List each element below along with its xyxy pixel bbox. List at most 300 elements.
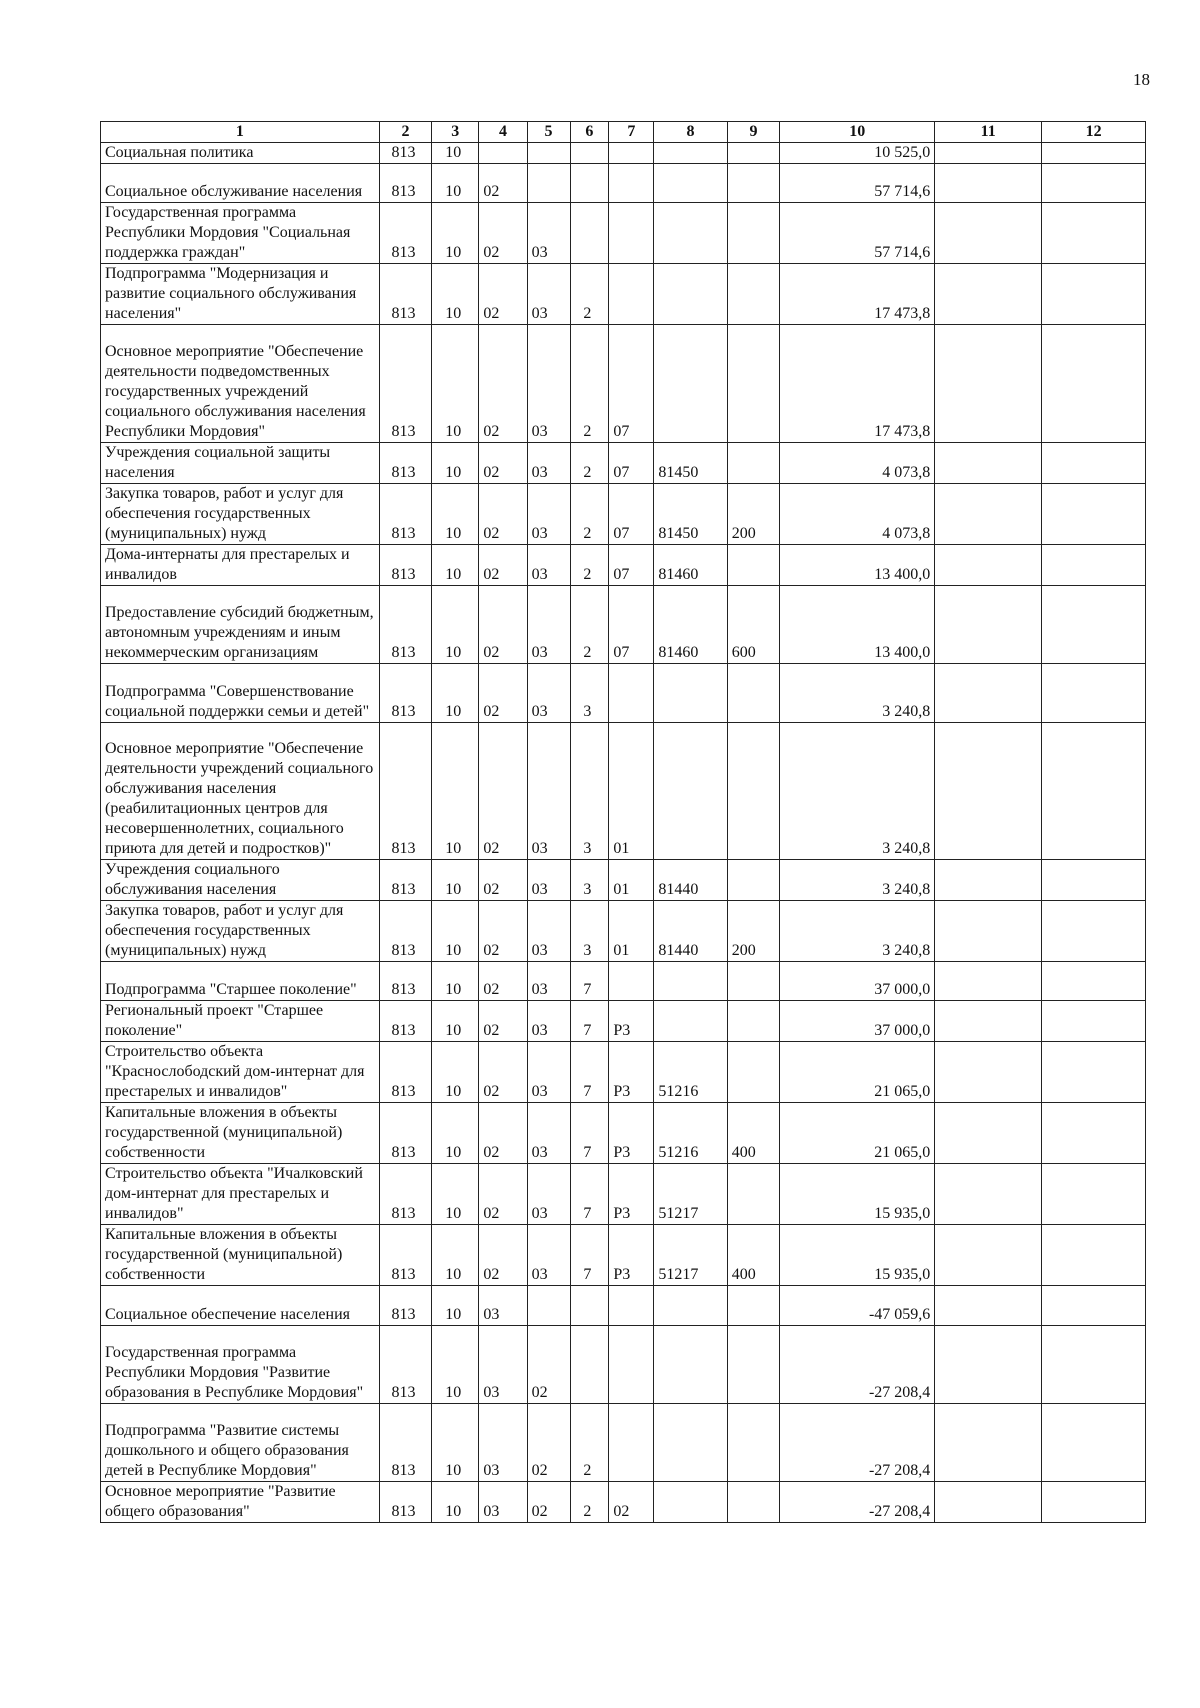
- code-cell-col11: [935, 664, 1042, 723]
- code-cell-col7: 01: [609, 860, 654, 901]
- table-row: [101, 1103, 1146, 1164]
- amount-cell: 13 400,0: [780, 585, 935, 663]
- code-cell-col9: [727, 1164, 779, 1225]
- code-cell-col12: [1042, 325, 1146, 443]
- code-cell-col2: 813: [379, 203, 431, 264]
- code-cell-col6: [570, 203, 609, 264]
- code-cell-col11: [935, 860, 1042, 901]
- code-cell-col12: [1042, 1164, 1146, 1225]
- code-cell-col6: 2: [570, 585, 609, 663]
- code-cell-col8: [654, 1403, 727, 1481]
- table-row: [101, 1482, 1146, 1523]
- amount-cell: 4 073,8: [780, 442, 935, 483]
- code-cell-col2: 813: [379, 1103, 431, 1164]
- code-cell-col8: [654, 1482, 727, 1523]
- code-cell-col7: P3: [609, 1225, 654, 1286]
- row-name-cell: Подпрограмма "Развитие системы дошкольного и общего образования детей в Республике Мордовия": [101, 1403, 380, 1481]
- code-cell-col6: 3: [570, 722, 609, 859]
- column-header-9: 9: [727, 122, 779, 143]
- code-cell-col8: [654, 664, 727, 723]
- row-name-cell: Учреждения социальной защиты населения: [101, 442, 380, 483]
- code-cell-col8: 81460: [654, 585, 727, 663]
- code-cell-col12: [1042, 483, 1146, 544]
- code-cell-col9: [727, 1482, 779, 1523]
- column-header-10: 10: [780, 122, 935, 143]
- table-row: [101, 722, 1146, 859]
- table-body: [101, 143, 1146, 1523]
- code-cell-col8: 81440: [654, 860, 727, 901]
- code-cell-col2: 813: [379, 1042, 431, 1103]
- code-cell-col9: [727, 1001, 779, 1042]
- row-name-cell: Государственная программа Республики Мордовия "Развитие образования в Республике Мордовия": [101, 1325, 380, 1403]
- code-cell-col2: 813: [379, 143, 431, 164]
- code-cell-col7: [609, 1403, 654, 1481]
- code-cell-col3: 10: [432, 901, 479, 962]
- code-cell-col3: 10: [432, 860, 479, 901]
- code-cell-col8: [654, 264, 727, 325]
- code-cell-col9: [727, 722, 779, 859]
- code-cell-col2: 813: [379, 544, 431, 585]
- code-cell-col9: [727, 442, 779, 483]
- code-cell-col5: 03: [527, 442, 570, 483]
- row-name-cell: Капитальные вложения в объекты государственной (муниципальной) собственности: [101, 1103, 380, 1164]
- code-cell-col9: 200: [727, 483, 779, 544]
- code-cell-col9: [727, 544, 779, 585]
- code-cell-col11: [935, 203, 1042, 264]
- amount-cell: 15 935,0: [780, 1164, 935, 1225]
- code-cell-col9: [727, 962, 779, 1001]
- amount-cell: -27 208,4: [780, 1325, 935, 1403]
- amount-cell: 17 473,8: [780, 264, 935, 325]
- table-row: [101, 1325, 1146, 1403]
- code-cell-col9: [727, 325, 779, 443]
- code-cell-col4: 02: [479, 722, 527, 859]
- code-cell-col2: 813: [379, 722, 431, 859]
- code-cell-col5: 03: [527, 722, 570, 859]
- code-cell-col4: 02: [479, 164, 527, 203]
- code-cell-col3: 10: [432, 1403, 479, 1481]
- code-cell-col4: 02: [479, 962, 527, 1001]
- code-cell-col6: 2: [570, 264, 609, 325]
- code-cell-col11: [935, 483, 1042, 544]
- code-cell-col9: 400: [727, 1225, 779, 1286]
- code-cell-col8: [654, 325, 727, 443]
- code-cell-col5: 02: [527, 1403, 570, 1481]
- code-cell-col12: [1042, 585, 1146, 663]
- code-cell-col7: 01: [609, 722, 654, 859]
- table-row: [101, 962, 1146, 1001]
- code-cell-col11: [935, 1164, 1042, 1225]
- code-cell-col3: 10: [432, 1482, 479, 1523]
- table-row: [101, 1001, 1146, 1042]
- code-cell-col2: 813: [379, 264, 431, 325]
- code-cell-col9: [727, 264, 779, 325]
- code-cell-col11: [935, 901, 1042, 962]
- code-cell-col11: [935, 442, 1042, 483]
- code-cell-col6: [570, 143, 609, 164]
- code-cell-col3: 10: [432, 1001, 479, 1042]
- code-cell-col11: [935, 1403, 1042, 1481]
- code-cell-col2: 813: [379, 901, 431, 962]
- code-cell-col4: 02: [479, 664, 527, 723]
- row-name-cell: Подпрограмма "Старшее поколение": [101, 962, 380, 1001]
- amount-cell: -47 059,6: [780, 1286, 935, 1325]
- code-cell-col12: [1042, 1286, 1146, 1325]
- column-header-3: 3: [432, 122, 479, 143]
- code-cell-col11: [935, 962, 1042, 1001]
- code-cell-col8: [654, 203, 727, 264]
- code-cell-col7: 07: [609, 325, 654, 443]
- code-cell-col2: 813: [379, 585, 431, 663]
- table-row: [101, 164, 1146, 203]
- code-cell-col6: [570, 1325, 609, 1403]
- code-cell-col7: P3: [609, 1103, 654, 1164]
- code-cell-col6: 2: [570, 544, 609, 585]
- code-cell-col5: 03: [527, 1042, 570, 1103]
- row-name-cell: Дома-интернаты для престарелых и инвалидов: [101, 544, 380, 585]
- code-cell-col12: [1042, 664, 1146, 723]
- code-cell-col8: 81460: [654, 544, 727, 585]
- row-name-cell: Основное мероприятие "Обеспечение деятельности подведомственных государственных учреждений социального обслуживания населения Республики Мордовия": [101, 325, 380, 443]
- amount-cell: 21 065,0: [780, 1042, 935, 1103]
- row-name-cell: Закупка товаров, работ и услуг для обеспечения государственных (муниципальных) нужд: [101, 901, 380, 962]
- code-cell-col3: 10: [432, 1164, 479, 1225]
- code-cell-col6: 2: [570, 483, 609, 544]
- row-name-cell: Социальное обеспечение населения: [101, 1286, 380, 1325]
- code-cell-col9: [727, 1403, 779, 1481]
- code-cell-col2: 813: [379, 1403, 431, 1481]
- code-cell-col12: [1042, 203, 1146, 264]
- code-cell-col6: 7: [570, 1225, 609, 1286]
- code-cell-col9: [727, 1325, 779, 1403]
- code-cell-col12: [1042, 264, 1146, 325]
- code-cell-col8: 51217: [654, 1225, 727, 1286]
- code-cell-col11: [935, 164, 1042, 203]
- code-cell-col5: [527, 164, 570, 203]
- code-cell-col7: 07: [609, 544, 654, 585]
- code-cell-col4: 02: [479, 203, 527, 264]
- code-cell-col6: 2: [570, 1482, 609, 1523]
- column-header-4: 4: [479, 122, 527, 143]
- code-cell-col7: [609, 203, 654, 264]
- code-cell-col7: [609, 962, 654, 1001]
- code-cell-col11: [935, 264, 1042, 325]
- code-cell-col5: 03: [527, 1164, 570, 1225]
- code-cell-col5: 03: [527, 860, 570, 901]
- code-cell-col11: [935, 1286, 1042, 1325]
- row-name-cell: Социальная политика: [101, 143, 380, 164]
- row-name-cell: Подпрограмма "Совершенствование социальной поддержки семьи и детей": [101, 664, 380, 723]
- code-cell-col4: 02: [479, 860, 527, 901]
- row-name-cell: Закупка товаров, работ и услуг для обеспечения государственных (муниципальных) нужд: [101, 483, 380, 544]
- code-cell-col12: [1042, 143, 1146, 164]
- code-cell-col4: 03: [479, 1403, 527, 1481]
- amount-cell: 37 000,0: [780, 1001, 935, 1042]
- amount-cell: 57 714,6: [780, 164, 935, 203]
- code-cell-col9: 400: [727, 1103, 779, 1164]
- table-row: [101, 1225, 1146, 1286]
- table-row: [101, 143, 1146, 164]
- code-cell-col12: [1042, 1225, 1146, 1286]
- code-cell-col5: [527, 143, 570, 164]
- row-name-cell: Основное мероприятие "Развитие общего образования": [101, 1482, 380, 1523]
- code-cell-col3: 10: [432, 325, 479, 443]
- table-row: [101, 1403, 1146, 1481]
- code-cell-col3: 10: [432, 1286, 479, 1325]
- code-cell-col6: 7: [570, 1001, 609, 1042]
- code-cell-col8: 51216: [654, 1042, 727, 1103]
- table-row: [101, 544, 1146, 585]
- column-header-1: 1: [101, 122, 380, 143]
- code-cell-col6: 7: [570, 962, 609, 1001]
- code-cell-col5: 03: [527, 483, 570, 544]
- table-row: [101, 325, 1146, 443]
- amount-cell: -27 208,4: [780, 1403, 935, 1481]
- code-cell-col2: 813: [379, 325, 431, 443]
- code-cell-col4: 02: [479, 1225, 527, 1286]
- code-cell-col2: 813: [379, 1225, 431, 1286]
- row-name-cell: Основное мероприятие "Обеспечение деятельности учреждений социального обслуживания населения (реабилитационных центров для несовершеннолетних, социального приюта для детей и подростков)": [101, 722, 380, 859]
- table-header: [101, 122, 1146, 143]
- code-cell-col3: 10: [432, 664, 479, 723]
- code-cell-col3: 10: [432, 483, 479, 544]
- code-cell-col2: 813: [379, 1325, 431, 1403]
- amount-cell: 3 240,8: [780, 860, 935, 901]
- code-cell-col5: 03: [527, 1103, 570, 1164]
- code-cell-col8: [654, 962, 727, 1001]
- code-cell-col3: 10: [432, 962, 479, 1001]
- amount-cell: 15 935,0: [780, 1225, 935, 1286]
- amount-cell: -27 208,4: [780, 1482, 935, 1523]
- code-cell-col6: [570, 1286, 609, 1325]
- code-cell-col6: 7: [570, 1164, 609, 1225]
- code-cell-col2: 813: [379, 442, 431, 483]
- code-cell-col11: [935, 544, 1042, 585]
- code-cell-col6: 2: [570, 325, 609, 443]
- code-cell-col12: [1042, 544, 1146, 585]
- code-cell-col4: 02: [479, 1001, 527, 1042]
- code-cell-col8: [654, 143, 727, 164]
- code-cell-col6: 7: [570, 1103, 609, 1164]
- code-cell-col4: 02: [479, 264, 527, 325]
- code-cell-col7: 01: [609, 901, 654, 962]
- code-cell-col3: 10: [432, 1042, 479, 1103]
- code-cell-col5: 03: [527, 1225, 570, 1286]
- code-cell-col5: 02: [527, 1482, 570, 1523]
- code-cell-col5: 03: [527, 962, 570, 1001]
- code-cell-col4: 02: [479, 901, 527, 962]
- code-cell-col2: 813: [379, 483, 431, 544]
- code-cell-col7: P3: [609, 1164, 654, 1225]
- code-cell-col7: [609, 1286, 654, 1325]
- code-cell-col8: [654, 1325, 727, 1403]
- code-cell-col3: 10: [432, 544, 479, 585]
- amount-cell: 3 240,8: [780, 722, 935, 859]
- table-row: [101, 1286, 1146, 1325]
- code-cell-col12: [1042, 1403, 1146, 1481]
- code-cell-col6: 2: [570, 1403, 609, 1481]
- row-name-cell: Строительство объекта "Ичалковский дом-интернат для престарелых и инвалидов": [101, 1164, 380, 1225]
- column-header-6: 6: [570, 122, 609, 143]
- code-cell-col12: [1042, 962, 1146, 1001]
- code-cell-col9: [727, 1042, 779, 1103]
- code-cell-col2: 813: [379, 664, 431, 723]
- code-cell-col7: P3: [609, 1001, 654, 1042]
- code-cell-col12: [1042, 1103, 1146, 1164]
- table-row: [101, 264, 1146, 325]
- code-cell-col5: [527, 1286, 570, 1325]
- code-cell-col12: [1042, 1482, 1146, 1523]
- row-name-cell: Подпрограмма "Модернизация и развитие социального обслуживания населения": [101, 264, 380, 325]
- code-cell-col8: 81450: [654, 442, 727, 483]
- table-row: [101, 1164, 1146, 1225]
- code-cell-col4: 02: [479, 1042, 527, 1103]
- code-cell-col3: 10: [432, 1325, 479, 1403]
- code-cell-col2: 813: [379, 1001, 431, 1042]
- code-cell-col7: 07: [609, 442, 654, 483]
- code-cell-col5: 03: [527, 203, 570, 264]
- code-cell-col6: 2: [570, 442, 609, 483]
- amount-cell: 37 000,0: [780, 962, 935, 1001]
- code-cell-col7: [609, 164, 654, 203]
- code-cell-col6: 3: [570, 860, 609, 901]
- table-row: [101, 1042, 1146, 1103]
- code-cell-col8: [654, 1001, 727, 1042]
- code-cell-col11: [935, 1001, 1042, 1042]
- table-row: [101, 860, 1146, 901]
- code-cell-col9: [727, 664, 779, 723]
- code-cell-col4: 03: [479, 1482, 527, 1523]
- budget-table: [100, 121, 1146, 1523]
- page-number: 18: [1133, 70, 1150, 89]
- code-cell-col2: 813: [379, 1164, 431, 1225]
- code-cell-col5: 03: [527, 544, 570, 585]
- code-cell-col12: [1042, 164, 1146, 203]
- code-cell-col7: [609, 664, 654, 723]
- code-cell-col3: 10: [432, 585, 479, 663]
- code-cell-col5: 02: [527, 1325, 570, 1403]
- table-row: [101, 483, 1146, 544]
- code-cell-col9: 200: [727, 901, 779, 962]
- amount-cell: 4 073,8: [780, 483, 935, 544]
- column-header-5: 5: [527, 122, 570, 143]
- code-cell-col8: 51217: [654, 1164, 727, 1225]
- amount-cell: 10 525,0: [780, 143, 935, 164]
- code-cell-col11: [935, 1325, 1042, 1403]
- code-cell-col12: [1042, 1325, 1146, 1403]
- code-cell-col5: 03: [527, 325, 570, 443]
- code-cell-col12: [1042, 1001, 1146, 1042]
- code-cell-col6: 3: [570, 901, 609, 962]
- code-cell-col8: 51216: [654, 1103, 727, 1164]
- code-cell-col11: [935, 722, 1042, 859]
- code-cell-col4: 03: [479, 1286, 527, 1325]
- row-name-cell: Социальное обслуживание населения: [101, 164, 380, 203]
- amount-cell: 17 473,8: [780, 325, 935, 443]
- code-cell-col9: [727, 860, 779, 901]
- code-cell-col2: 813: [379, 962, 431, 1001]
- code-cell-col7: 07: [609, 483, 654, 544]
- code-cell-col4: 02: [479, 1164, 527, 1225]
- code-cell-col6: 7: [570, 1042, 609, 1103]
- code-cell-col11: [935, 1482, 1042, 1523]
- code-cell-col6: [570, 164, 609, 203]
- code-cell-col9: [727, 203, 779, 264]
- table-row: [101, 203, 1146, 264]
- code-cell-col3: 10: [432, 722, 479, 859]
- code-cell-col4: 02: [479, 1103, 527, 1164]
- code-cell-col12: [1042, 1042, 1146, 1103]
- column-header-2: 2: [379, 122, 431, 143]
- code-cell-col3: 10: [432, 442, 479, 483]
- code-cell-col5: 03: [527, 664, 570, 723]
- code-cell-col7: 07: [609, 585, 654, 663]
- code-cell-col3: 10: [432, 1225, 479, 1286]
- code-cell-col12: [1042, 722, 1146, 859]
- code-cell-col12: [1042, 860, 1146, 901]
- code-cell-col8: 81450: [654, 483, 727, 544]
- code-cell-col11: [935, 585, 1042, 663]
- row-name-cell: Капитальные вложения в объекты государственной (муниципальной) собственности: [101, 1225, 380, 1286]
- code-cell-col12: [1042, 442, 1146, 483]
- column-header-8: 8: [654, 122, 727, 143]
- code-cell-col9: [727, 164, 779, 203]
- code-cell-col9: 600: [727, 585, 779, 663]
- code-cell-col7: [609, 143, 654, 164]
- code-cell-col7: P3: [609, 1042, 654, 1103]
- column-header-7: 7: [609, 122, 654, 143]
- table-row: [101, 585, 1146, 663]
- code-cell-col4: 02: [479, 442, 527, 483]
- amount-cell: 57 714,6: [780, 203, 935, 264]
- code-cell-col2: 813: [379, 860, 431, 901]
- column-header-12: 12: [1042, 122, 1146, 143]
- column-header-11: 11: [935, 122, 1042, 143]
- code-cell-col5: 03: [527, 1001, 570, 1042]
- code-cell-col11: [935, 1103, 1042, 1164]
- amount-cell: 21 065,0: [780, 1103, 935, 1164]
- amount-cell: 3 240,8: [780, 664, 935, 723]
- code-cell-col4: 02: [479, 544, 527, 585]
- code-cell-col8: 81440: [654, 901, 727, 962]
- amount-cell: 3 240,8: [780, 901, 935, 962]
- code-cell-col2: 813: [379, 1286, 431, 1325]
- code-cell-col3: 10: [432, 203, 479, 264]
- code-cell-col9: [727, 1286, 779, 1325]
- table-row: [101, 664, 1146, 723]
- row-name-cell: Предоставление субсидий бюджетным, автономным учреждениям и иным некоммерческим организациям: [101, 585, 380, 663]
- code-cell-col2: 813: [379, 1482, 431, 1523]
- row-name-cell: Региональный проект "Старшее поколение": [101, 1001, 380, 1042]
- code-cell-col9: [727, 143, 779, 164]
- code-cell-col8: [654, 722, 727, 859]
- code-cell-col6: 3: [570, 664, 609, 723]
- row-name-cell: Учреждения социального обслуживания населения: [101, 860, 380, 901]
- row-name-cell: Государственная программа Республики Мордовия "Социальная поддержка граждан": [101, 203, 380, 264]
- code-cell-col7: 02: [609, 1482, 654, 1523]
- code-cell-col5: 03: [527, 585, 570, 663]
- code-cell-col11: [935, 143, 1042, 164]
- code-cell-col3: 10: [432, 164, 479, 203]
- code-cell-col3: 10: [432, 143, 479, 164]
- code-cell-col8: [654, 164, 727, 203]
- table-row: [101, 901, 1146, 962]
- code-cell-col2: 813: [379, 164, 431, 203]
- code-cell-col5: 03: [527, 901, 570, 962]
- row-name-cell: Строительство объекта "Краснослободский дом-интернат для престарелых и инвалидов": [101, 1042, 380, 1103]
- code-cell-col11: [935, 1042, 1042, 1103]
- code-cell-col4: 02: [479, 483, 527, 544]
